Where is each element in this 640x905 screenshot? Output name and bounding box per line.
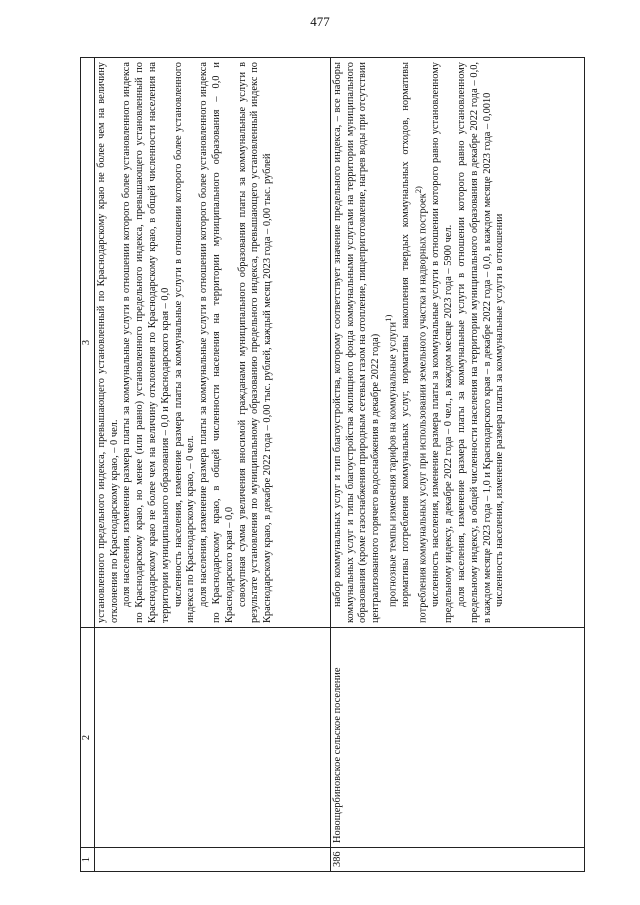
paragraph-with-footnote [400, 62, 430, 623]
row-number: 386 [330, 848, 584, 872]
header-row [81, 58, 95, 872]
paragraph: установленного предельного индекса, превышающего установленный по Краснодарскому краю не более чем на величину отклонения по Краснодарскому краю, – 0 чел. [95, 62, 120, 623]
paragraph-with-footnote [383, 62, 400, 623]
header-col-2: 2 [81, 628, 95, 848]
continued-row-number [94, 848, 330, 872]
continued-row [94, 58, 330, 872]
paragraph: доля населения, изменение размера платы за коммунальные услуги в отношении которого более установленного индекса по Краснодарскому краю, в общей численности населения на территории муниципального образования – 0,0 и Краснодарского края – 0,0 [198, 62, 235, 623]
paragraph: доля населения, изменение размера платы за коммунальные услуги в отношении которого равно установленному предельному индексу, в общей численности населения на территории муниципального образования в декабре 2022 года – 0,0, в каждом месяце 2023 года – 1,0 и Краснодарского края – в декабре 2022 года – 0,0, в каждом месяце 2023 года – 0,0010 [455, 62, 493, 623]
footnote-marker: 2) [413, 186, 424, 194]
paragraph: численность населения, изменение размера платы за коммунальные услуги в отношении которого равно установленному предельному индексу, в декабре 2022 года – 0 чел., в каждом месяце 2023 года – 5900 чел. [430, 62, 455, 623]
settlement-name: Новощербиновское сельское поселение [330, 628, 584, 848]
paragraph: доля населения, изменение размера платы за коммунальные услуги в отношении которого более установленного индекса по Краснодарскому краю, но менее (или равно) установленного предельного индекса, превышающего установленный по Краснодарскому краю не более чем на величину отклонения по Краснодарскому краю, в общей численности населения на территории муниципального образования – 0,0 и Краснодарского края – 0,0 [121, 62, 171, 623]
continued-row-name [94, 628, 330, 848]
header-col-3: 3 [81, 58, 95, 628]
continued-row-text [94, 58, 330, 628]
paragraph-text: нормативы потребления коммунальных услуг, нормативы накопления твердых коммунальных отходов, нормативы потребления коммунальных услуг при использовании земельного участка и надворных построек [400, 62, 429, 623]
footnote-marker: 1) [382, 314, 393, 322]
paragraph: численность населения, изменение размера платы за коммунальные услуги в отношении которого более установленного индекса по Краснодарскому краю, – 0 чел. [172, 62, 197, 623]
header-col-1: 1 [81, 848, 95, 872]
rotated-table-sheet [80, 57, 585, 872]
paragraph: набор коммунальных услуг и тип благоустройства, которому соответствует значение предельного индекса, – все наборы коммунальных услуг и типы благоустройства жилищного фонда коммунальными услугами на территории муниципального образования (кроме газоснабжения природным сетевым газом на отопление, пищеприготовление, нагрев воды при отсутствии централизованного горячего водоснабжения в декабре 2022 года) [331, 62, 382, 623]
indices-table [80, 57, 585, 872]
paragraph-text: прогнозные темпы изменения тарифов на коммунальные услуги [387, 321, 399, 607]
paragraph: совокупная сумма увеличения вносимой гражданами муниципального образования платы за коммунальные услуги в результате установления по муниципальному образованию предельного индекса, превышающего установленный индекс по Краснодарскому краю, в декабре 2022 года – 0,00 тыс. рублей, каждый месяц 2023 года – 0,00 тыс. рублей [236, 62, 274, 623]
row-text [330, 58, 584, 628]
page-number: 477 [310, 14, 330, 29]
table-row [330, 58, 584, 872]
paragraph: численность населения, изменение размера платы за коммунальные услуги в отношении [494, 213, 506, 607]
